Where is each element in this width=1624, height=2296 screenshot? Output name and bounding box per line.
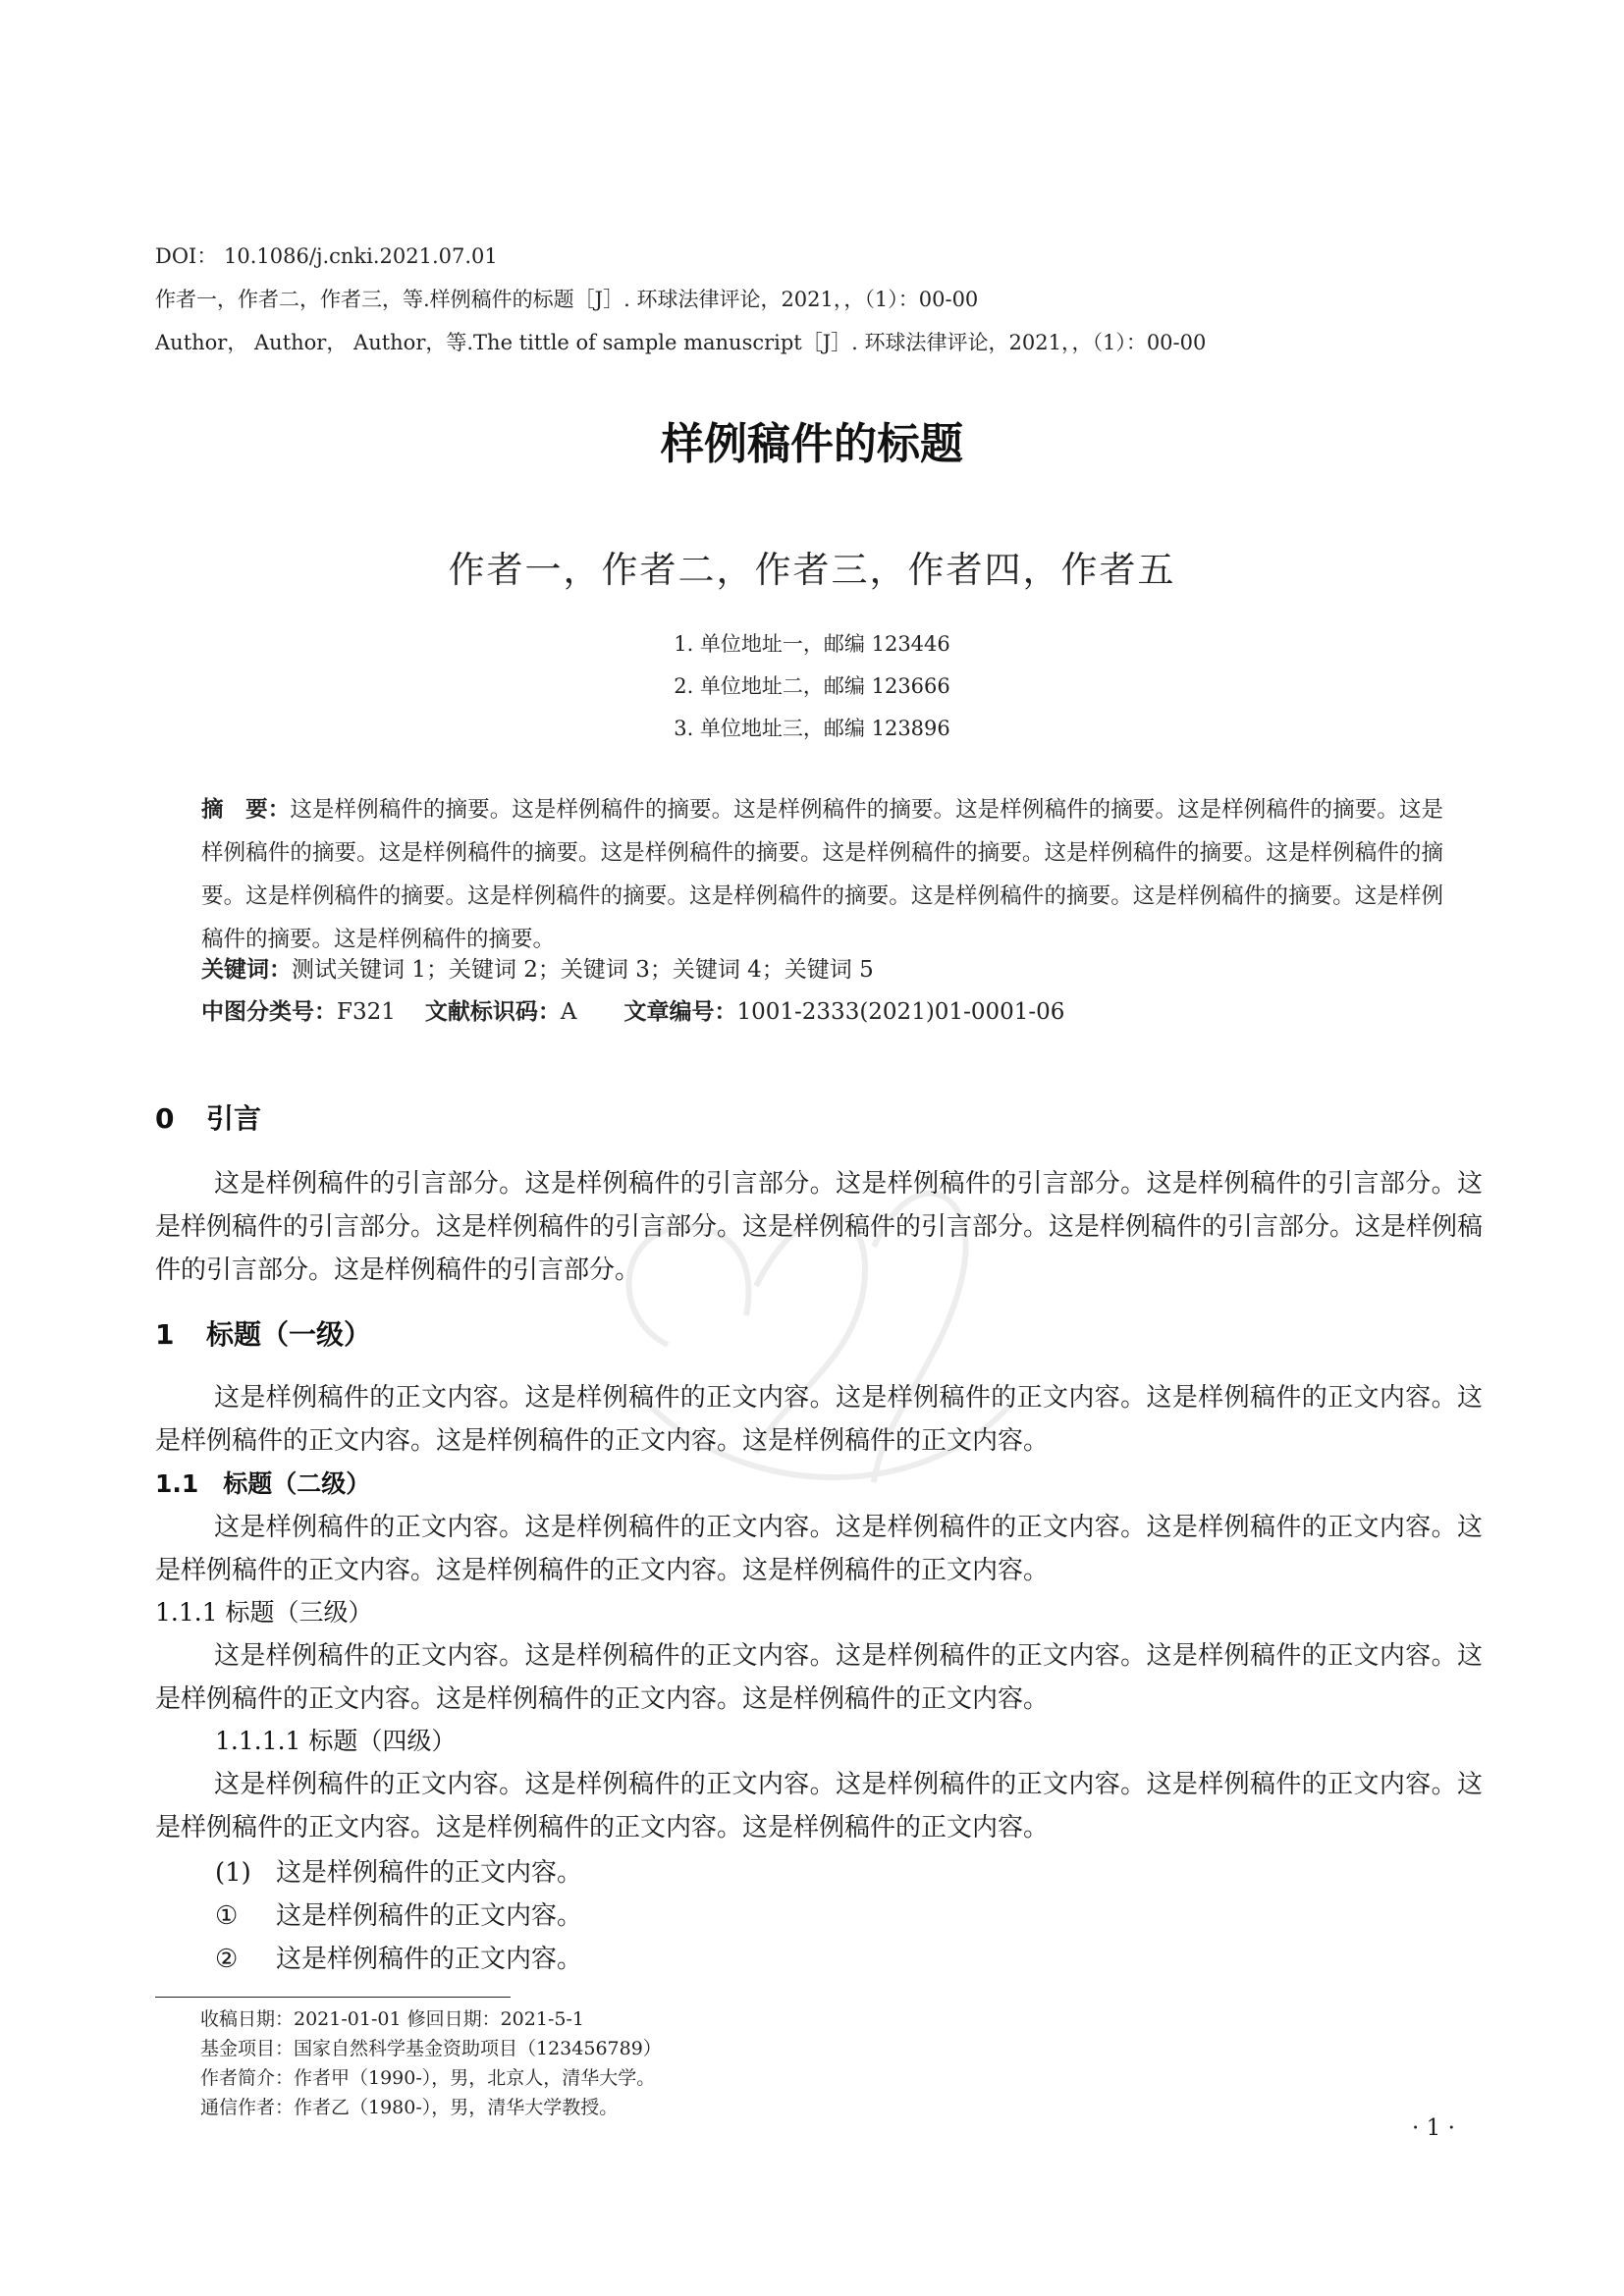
doi-line: DOI： 10.1086/j.cnki.2021.07.01 (155, 244, 498, 268)
section-title: 标题（一级） (206, 1318, 372, 1351)
clc-value: F321 (337, 999, 396, 1025)
section1-1-1-1-paragraph: 这是样例稿件的正文内容。这是样例稿件的正文内容。这是样例稿件的正文内容。这是样例稿件的正文内容。这是样例稿件的正文内容。这是样例稿件的正文内容。这是样例稿件的正文内容。 (155, 1770, 1483, 1842)
citation-chinese: 作者一，作者二，作者三，等.样例稿件的标题［J］. 环球法律评论，2021，，（1）：00-00 (155, 288, 979, 311)
author-list: 作者一，作者二，作者三，作者四，作者五 (448, 549, 1176, 591)
section1-paragraph: 这是样例稿件的正文内容。这是样例稿件的正文内容。这是样例稿件的正文内容。这是样例稿件的正文内容。这是样例稿件的正文内容。这是样例稿件的正文内容。这是样例稿件的正文内容。 (155, 1383, 1483, 1456)
clc-label: 中图分类号： (201, 999, 337, 1025)
affiliation-3: 3. 单位地址三，邮编 123896 (674, 717, 950, 740)
section-heading-1-1-1-1: 1.1.1.1 标题（四级） (215, 1727, 457, 1755)
footnote-author: 作者简介：作者甲（1990-），男，北京人，清华大学。 (200, 2067, 656, 2089)
list-marker: ② (215, 1945, 239, 1974)
paper-title: 样例稿件的标题 (661, 419, 963, 469)
affiliation-2: 2. 单位地址二，邮编 123666 (674, 674, 950, 698)
classification-line (201, 997, 1064, 1027)
list-text: 这是样例稿件的正文内容。 (276, 1858, 583, 1888)
footnote-corresponding: 通信作者：作者乙（1980-），男，清华大学教授。 (200, 2097, 619, 2118)
article-number-label: 文章编号： (623, 999, 737, 1025)
list-text: 这是样例稿件的正文内容。 (276, 1901, 583, 1931)
list-item (215, 1942, 582, 1977)
list-text: 这是样例稿件的正文内容。 (276, 1945, 583, 1974)
abstract (201, 788, 1443, 961)
doc-code-label: 文献标识码： (424, 999, 561, 1025)
keywords (201, 955, 874, 985)
section1-1-paragraph: 这是样例稿件的正文内容。这是样例稿件的正文内容。这是样例稿件的正文内容。这是样例稿件的正文内容。这是样例稿件的正文内容。这是样例稿件的正文内容。这是样例稿件的正文内容。 (155, 1513, 1483, 1585)
intro-paragraph: 这是样例稿件的引言部分。这是样例稿件的引言部分。这是样例稿件的引言部分。这是样例稿件的引言部分。这是样例稿件的引言部分。这是样例稿件的引言部分。这是样例稿件的引言部分。这是样例稿件的引言部分。这是样例稿件的引言部分。这是样例稿件的引言部分。 (155, 1169, 1484, 1285)
list-item (215, 1855, 582, 1891)
footnote-rule (155, 1997, 511, 1998)
section-heading-0 (155, 1101, 261, 1137)
abstract-text: 这是样例稿件的摘要。这是样例稿件的摘要。这是样例稿件的摘要。这是样例稿件的摘要。这是样例稿件的摘要。这是样例稿件的摘要。这是样例稿件的摘要。这是样例稿件的摘要。这是样例稿件的摘要。这是样例稿件的摘要。这是样例稿件的摘要。这是样例稿件的摘要。这是样例稿件的摘要。这是样例稿件的摘要。这是样例稿件的摘要。这是样例稿件的摘要。这是样例稿件的摘要。这是样例稿件的摘要。 (201, 797, 1443, 952)
section-number: 0 (155, 1102, 175, 1135)
abstract-label: 摘 要： (201, 797, 291, 823)
section-heading-1 (155, 1317, 371, 1353)
article-number-value: 1001-2333(2021)01-0001-06 (736, 999, 1065, 1025)
keywords-label: 关键词： (201, 957, 292, 983)
section-heading-1-1-1: 1.1.1 标题（三级） (155, 1598, 373, 1627)
citation-english: Author， Author， Author，等.The tittle of sample manuscript［J］. 环球法律评论，2021，，（1）：00-00 (155, 331, 1207, 354)
doc-code-value: A (560, 999, 577, 1025)
footnote-fund: 基金项目：国家自然科学基金资助项目（123456789） (200, 2038, 662, 2059)
section-number: 1 (155, 1318, 175, 1351)
list-item (215, 1898, 582, 1934)
page-number: · 1 · (1412, 2115, 1455, 2141)
list-marker: ① (215, 1901, 239, 1931)
section-heading-1-1: 1.1 标题（二级） (155, 1469, 371, 1498)
keywords-text: 测试关键词 1；关键词 2；关键词 3；关键词 4；关键词 5 (292, 957, 874, 983)
list-marker: (1) (215, 1858, 251, 1888)
section1-1-1-paragraph: 这是样例稿件的正文内容。这是样例稿件的正文内容。这是样例稿件的正文内容。这是样例稿件的正文内容。这是样例稿件的正文内容。这是样例稿件的正文内容。这是样例稿件的正文内容。 (155, 1641, 1483, 1714)
affiliation-1: 1. 单位地址一，邮编 123446 (674, 632, 950, 656)
section-title: 引言 (206, 1102, 262, 1135)
footnote-received: 收稿日期：2021-01-01 修回日期：2021-5-1 (200, 2008, 584, 2030)
